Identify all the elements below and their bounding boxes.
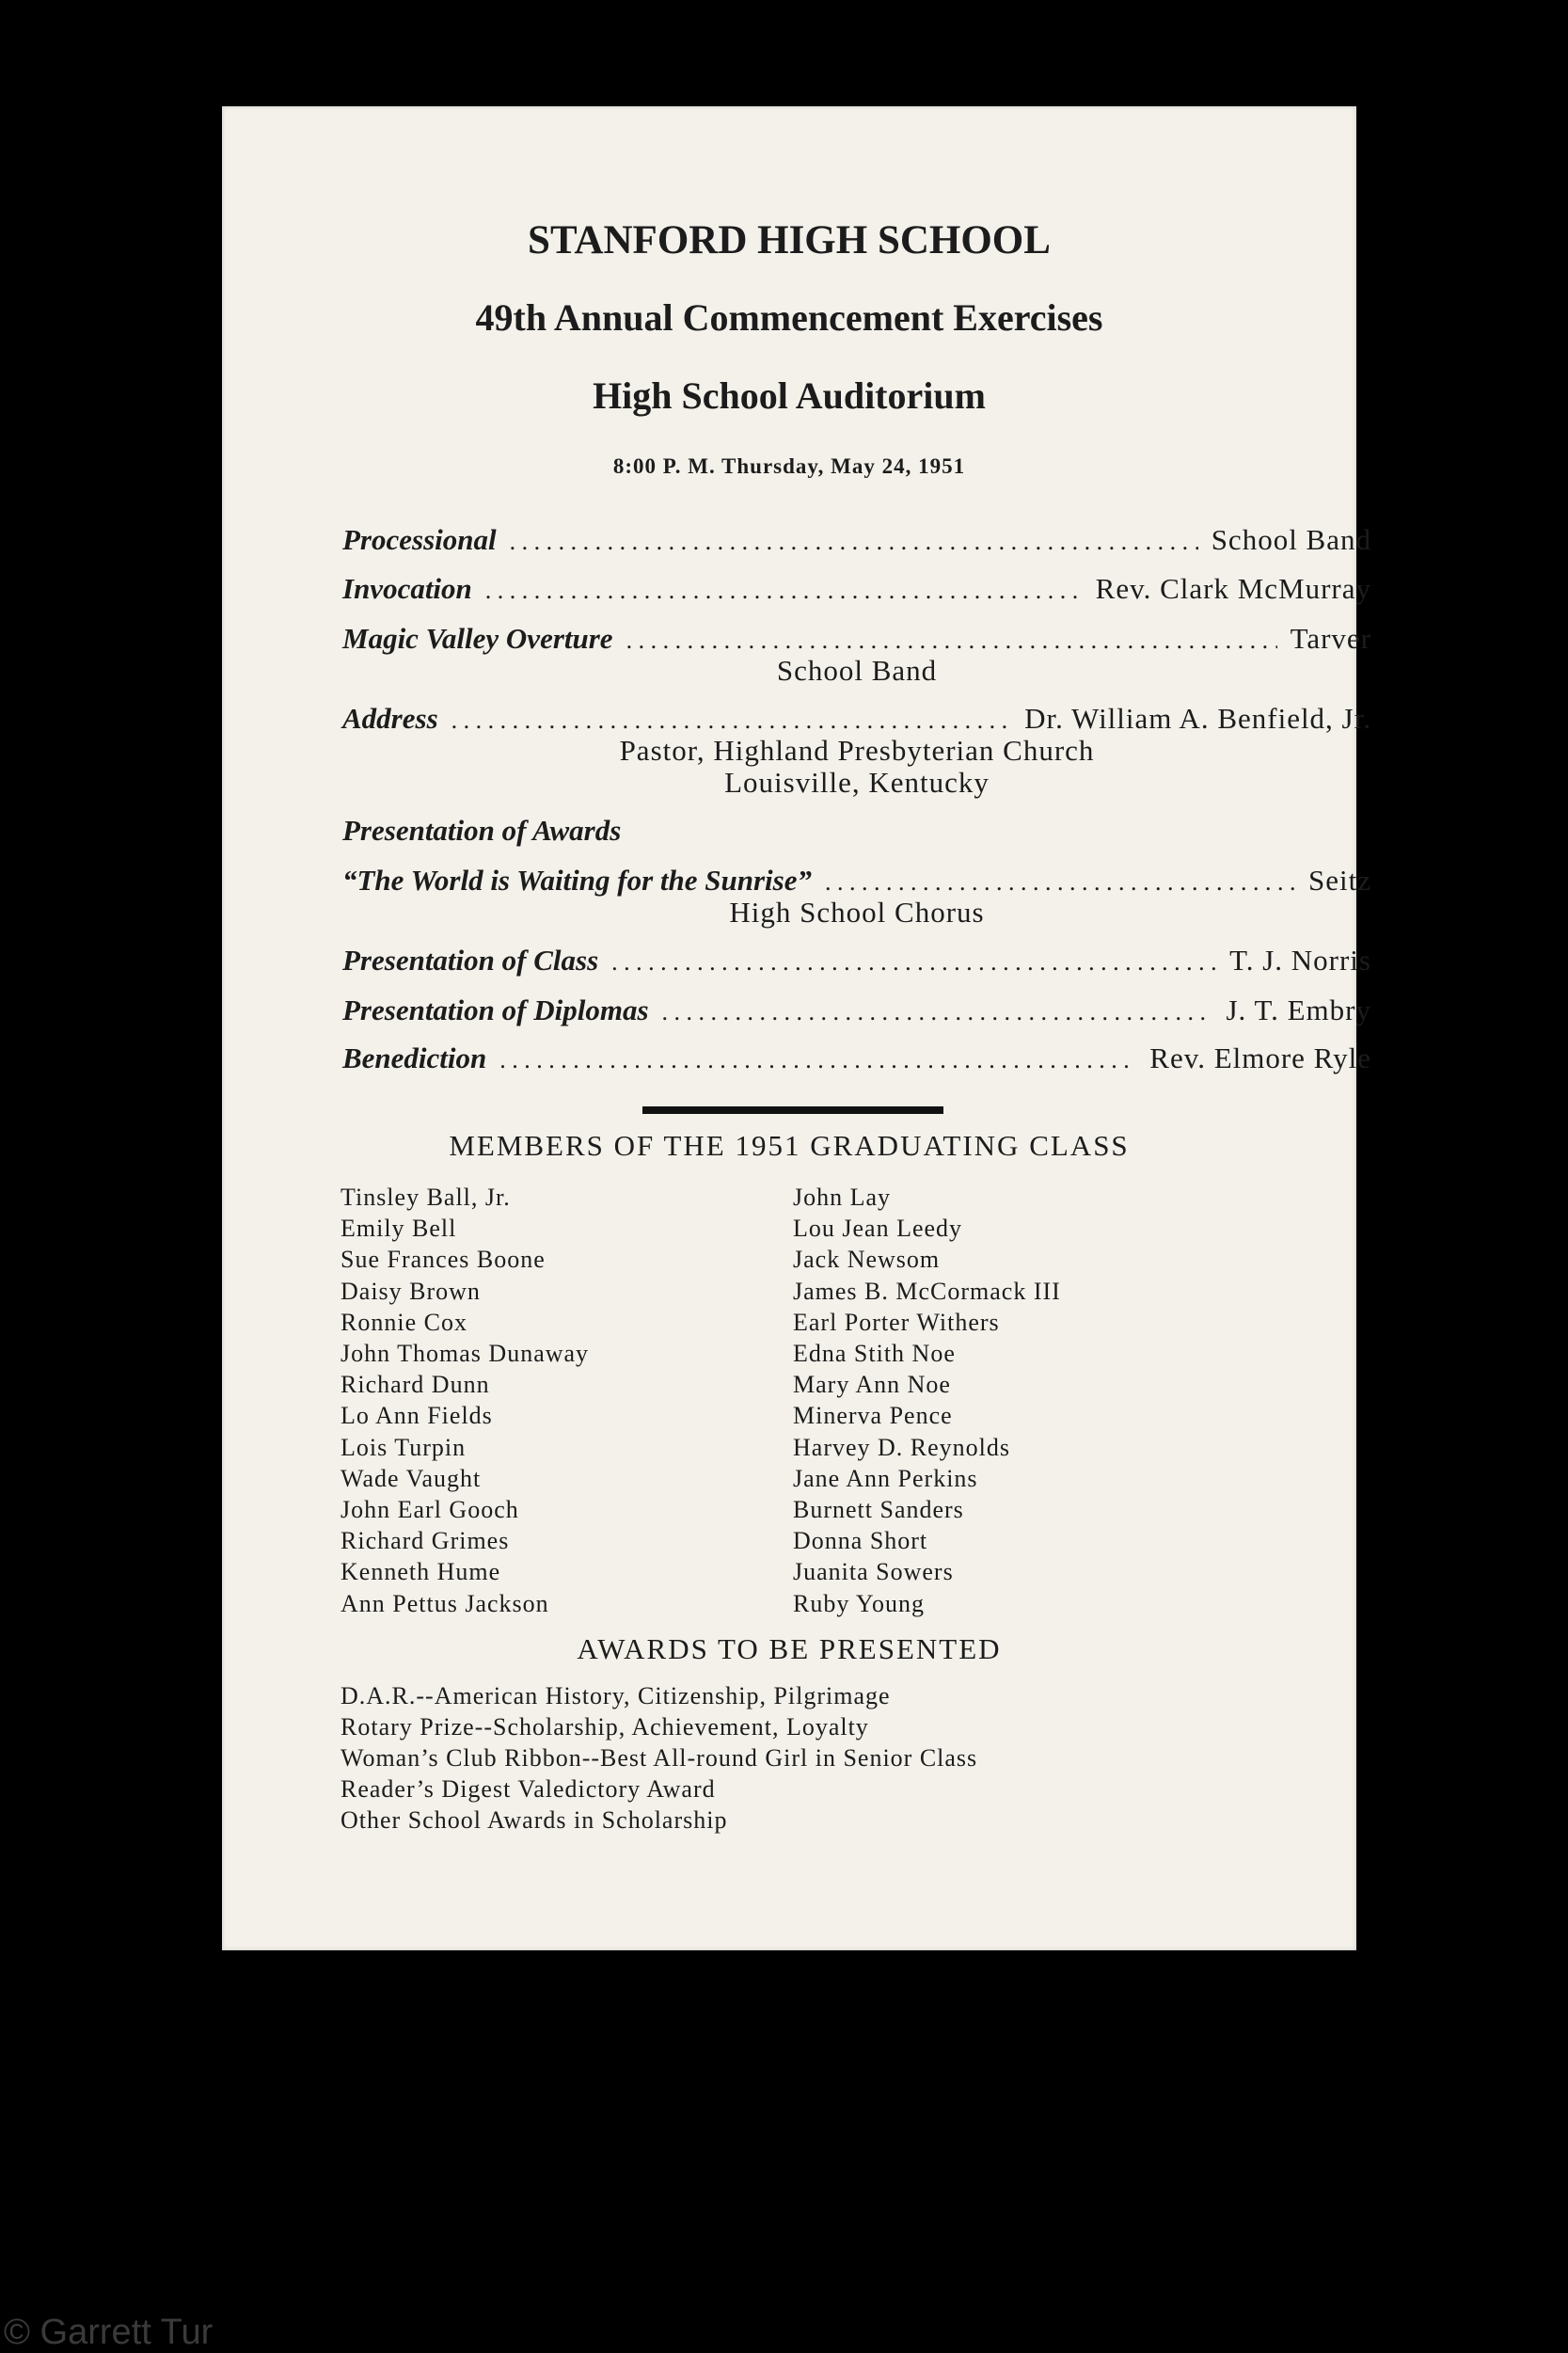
graduate-name: Burnett Sanders — [793, 1496, 964, 1524]
program-item-performer: Tarver — [1290, 622, 1371, 655]
leader-dots — [662, 998, 1213, 1026]
graduate-name: Lou Jean Leedy — [793, 1215, 963, 1243]
graduate-name: Harvey D. Reynolds — [793, 1433, 1011, 1461]
program-item-subline: Louisville, Kentucky — [724, 766, 990, 799]
graduate-name: Jack Newsom — [793, 1246, 941, 1274]
graduate-name: Ann Pettus Jackson — [341, 1589, 549, 1617]
program-item-title: Presentation of Awards — [342, 814, 622, 847]
award-item: D.A.R.--American History, Citizenship, Pilgrimage — [341, 1682, 891, 1709]
program-item-chorus — [342, 864, 1371, 898]
graduate-name: Jane Ann Perkins — [793, 1464, 978, 1492]
program-item-performer: J. T. Embry — [1226, 994, 1371, 1026]
graduate-name: Richard Grimes — [341, 1527, 510, 1555]
award-item: Reader’s Digest Valedictory Award — [341, 1775, 716, 1803]
program-item-performer: T. J. Norris — [1229, 944, 1371, 977]
graduate-name: John Earl Gooch — [341, 1496, 519, 1524]
leader-dots — [611, 948, 1216, 977]
program-item-subline: High School Chorus — [729, 896, 985, 929]
graduate-name: Juanita Sowers — [793, 1558, 954, 1586]
leader-dots — [499, 1046, 1136, 1074]
awards-list — [341, 1680, 977, 1836]
graduate-name: Lo Ann Fields — [341, 1402, 493, 1430]
graduate-name: John Lay — [793, 1184, 892, 1211]
school-name: STANFORD HIGH SCHOOL — [528, 218, 1051, 262]
graduate-name: Donna Short — [793, 1527, 928, 1555]
event-title: 49th Annual Commencement Exercises — [475, 296, 1103, 339]
graduates-list-left — [341, 1182, 589, 1619]
program-item-benediction — [342, 1041, 1371, 1075]
graduate-name: Earl Porter Withers — [793, 1308, 1000, 1336]
program-sheet — [222, 106, 1371, 1950]
copyright-watermark: © Garrett Tur — [4, 2313, 214, 2352]
program-item-class — [342, 944, 1371, 978]
leader-dots — [451, 707, 1011, 735]
program-item-title: Address — [342, 702, 438, 735]
event-venue: High School Auditorium — [593, 374, 986, 417]
program-item-performer: Rev. Elmore Ryle — [1149, 1041, 1371, 1074]
award-item: Rotary Prize--Scholarship, Achievement, Loyalty — [341, 1713, 869, 1741]
program-item-title: Invocation — [342, 572, 472, 605]
graduate-name: Lois Turpin — [341, 1433, 467, 1461]
program-item-overture — [342, 622, 1371, 656]
program-item-performer: Seitz — [1308, 864, 1371, 897]
program-item-performer: Rev. Clark McMurray — [1095, 572, 1371, 605]
program-item-subline: School Band — [776, 654, 938, 687]
program-item-title: “The World is Waiting for the Sunrise” — [342, 864, 812, 897]
graduate-name: Ronnie Cox — [341, 1308, 467, 1336]
graduate-name: Edna Stith Noe — [793, 1340, 956, 1368]
graduate-name: Mary Ann Noe — [793, 1371, 951, 1399]
program-item-title: Presentation of Diplomas — [342, 994, 649, 1026]
program-item-awards — [342, 814, 1371, 848]
program-item-title: Processional — [342, 523, 497, 556]
program-item-processional — [342, 523, 1371, 557]
graduate-name: Wade Vaught — [341, 1464, 482, 1492]
program-item-diplomas — [342, 994, 1371, 1027]
graduate-name: John Thomas Dunaway — [341, 1340, 590, 1368]
graduate-name: Richard Dunn — [341, 1371, 490, 1399]
leader-dots — [825, 868, 1295, 897]
graduates-heading: MEMBERS OF THE 1951 GRADUATING CLASS — [449, 1129, 1130, 1162]
graduate-name: Minerva Pence — [793, 1402, 953, 1430]
graduate-name: Sue Frances Boone — [341, 1246, 546, 1274]
leader-dots — [626, 627, 1277, 655]
graduates-list-right — [793, 1182, 1061, 1619]
awards-heading: AWARDS TO BE PRESENTED — [577, 1632, 1002, 1665]
award-item: Woman’s Club Ribbon--Best All-round Girl in Senior Class — [341, 1744, 978, 1772]
program-item-address — [342, 702, 1371, 736]
graduate-name: Daisy Brown — [341, 1277, 481, 1305]
program-item-subline: Pastor, Highland Presbyterian Church — [619, 734, 1095, 767]
program-item-performer: School Band — [1211, 523, 1371, 556]
graduate-name: Kenneth Hume — [341, 1558, 501, 1586]
award-item: Other School Awards in Scholarship — [341, 1806, 728, 1834]
program-item-performer: Dr. William A. Benfield, Jr. — [1024, 702, 1371, 735]
graduate-name: Tinsley Ball, Jr. — [341, 1184, 511, 1211]
leader-dots — [485, 577, 1083, 605]
program-item-invocation — [342, 572, 1371, 606]
graduate-name: Ruby Young — [793, 1589, 926, 1617]
graduate-name: James B. McCormack III — [793, 1277, 1061, 1305]
section-divider — [642, 1106, 943, 1114]
event-datetime: 8:00 P. M. Thursday, May 24, 1951 — [612, 454, 966, 478]
program-item-title: Presentation of Class — [342, 944, 599, 977]
program-item-title: Benediction — [342, 1041, 487, 1074]
graduate-name: Emily Bell — [341, 1215, 457, 1243]
program-item-title: Magic Valley Overture — [342, 622, 613, 655]
leader-dots — [510, 528, 1198, 556]
